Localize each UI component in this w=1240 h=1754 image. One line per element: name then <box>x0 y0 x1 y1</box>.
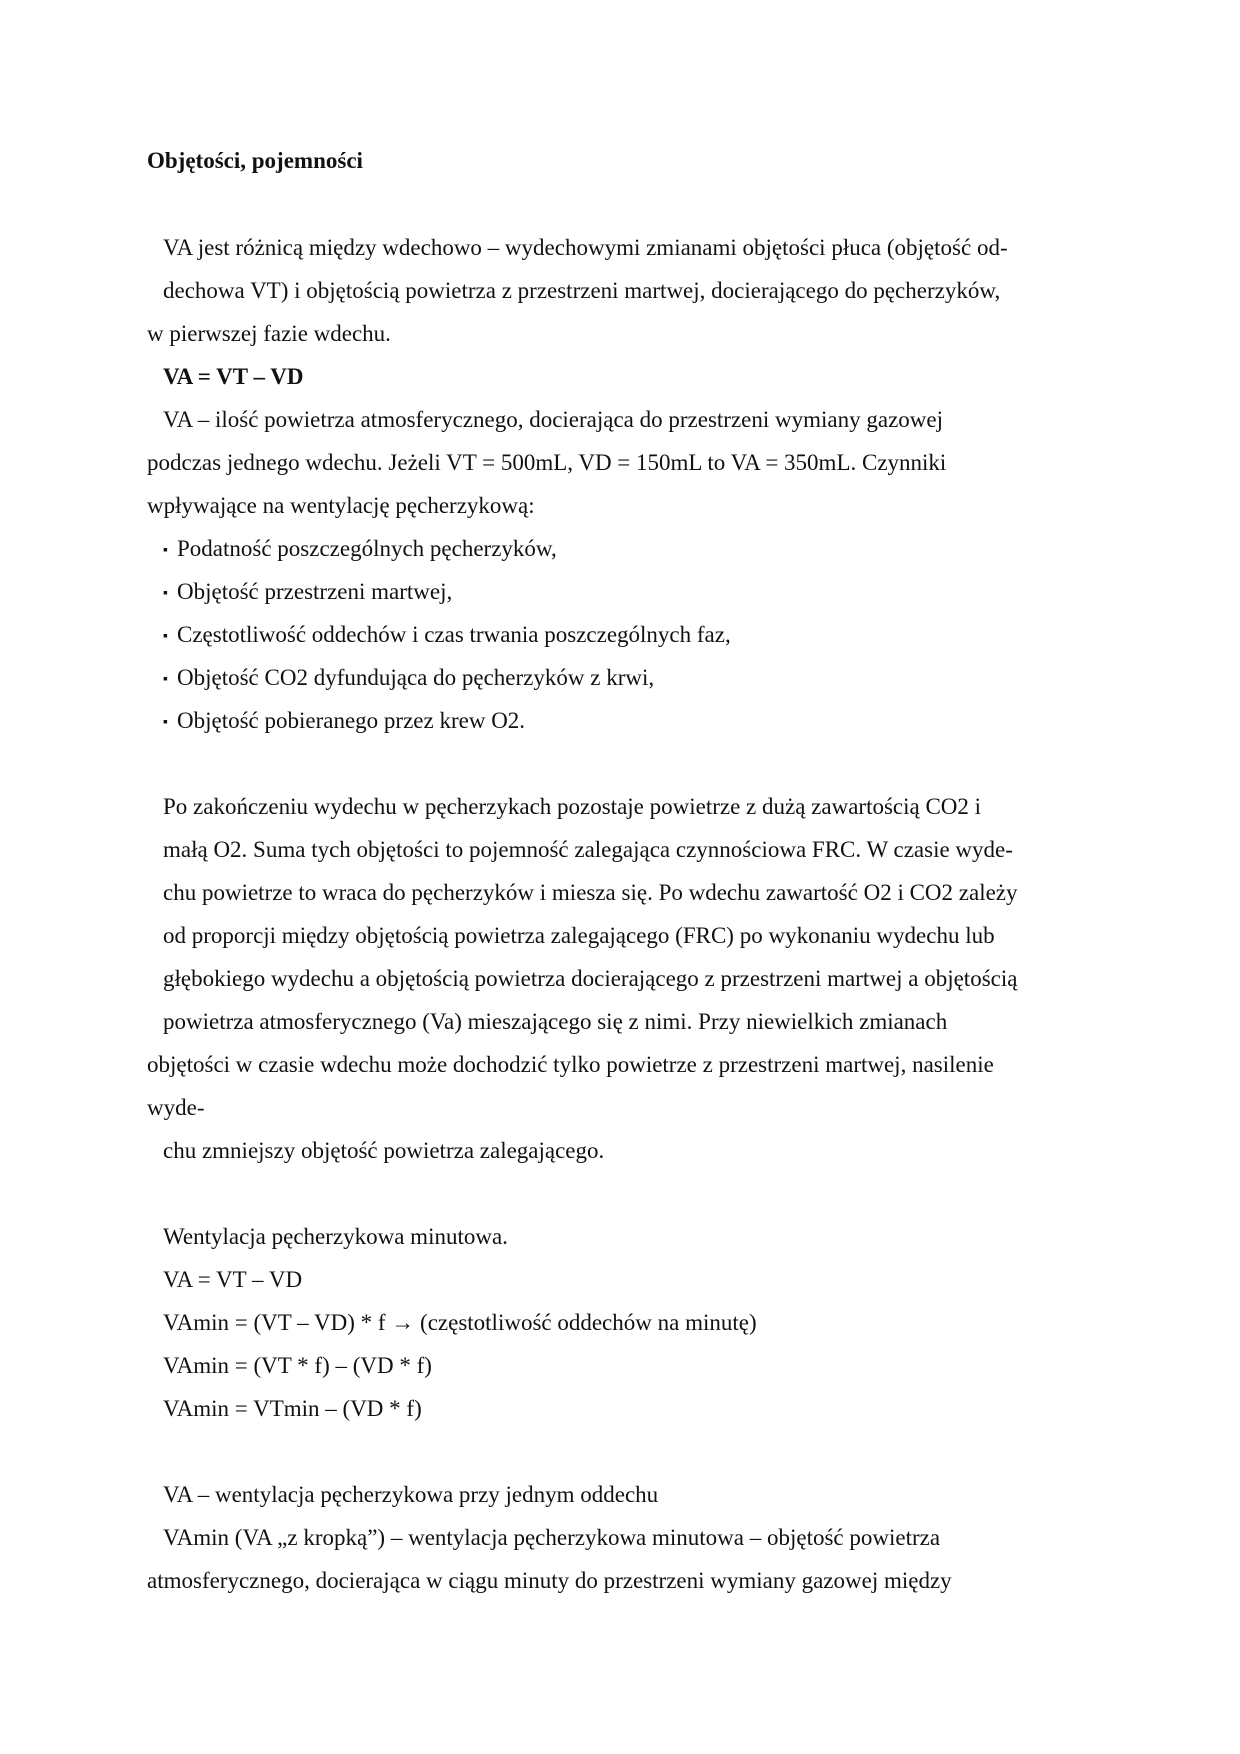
paragraph-line: podczas jednego wdechu. Jeżeli VT = 500mL, VD = 150mL to VA = 350mL. Czynniki <box>147 450 947 475</box>
list-item <box>163 620 731 652</box>
definition-line: VA – wentylacja pęcherzykowa przy jednym oddechu <box>163 1482 659 1507</box>
formula-line: VAmin = (VT – VD) * f → (częstotliwość oddechów na minutę) <box>163 1310 757 1335</box>
paragraph-line: objętości w czasie wdechu może dochodzić tylko powietrze z przestrzeni martwej, nasilenie <box>147 1052 994 1077</box>
paragraph-line: w pierwszej fazie wdechu. <box>147 321 391 346</box>
paragraph-line: chu powietrze to wraca do pęcherzyków i miesza się. Po wdechu zawartość O2 i CO2 zależy <box>163 880 1018 905</box>
paragraph-line: wpływające na wentylację pęcherzykową: <box>147 493 535 518</box>
paragraph-line: dechowa VT) i objętością powietrza z przestrzeni martwej, docierającego do pęcherzyków, <box>163 278 1001 303</box>
definition-line: atmosferycznego, docierająca w ciągu minuty do przestrzeni wymiany gazowej między <box>147 1568 952 1593</box>
section-heading: Wentylacja pęcherzykowa minutowa. <box>163 1224 508 1249</box>
formula-line: VAmin = (VT * f) – (VD * f) <box>163 1353 432 1378</box>
list-item-text: Objętość pobieranego przez krew O2. <box>177 708 526 733</box>
paragraph-line: VA – ilość powietrza atmosferycznego, docierająca do przestrzeni wymiany gazowej <box>163 407 943 432</box>
paragraph-line: głębokiego wydechu a objętością powietrza docierającego z przestrzeni martwej a objętością <box>163 966 1018 991</box>
paragraph-line: chu zmniejszy objętość powietrza zalegającego. <box>163 1138 605 1163</box>
list-item <box>163 577 452 609</box>
paragraph-line: powietrza atmosferycznego (Va) mieszającego się z nimi. Przy niewielkich zmianach <box>163 1009 948 1034</box>
paragraph-line: od proporcji między objętością powietrza zalegającego (FRC) po wykonaniu wydechu lub <box>163 923 995 948</box>
list-item <box>163 534 557 566</box>
formula-line: VAmin = VTmin – (VD * f) <box>163 1396 422 1421</box>
list-item-text: Objętość CO2 dyfundująca do pęcherzyków z krwi, <box>177 665 655 690</box>
list-item-text: Częstotliwość oddechów i czas trwania poszczególnych faz, <box>177 622 731 647</box>
formula-va: VA = VT – VD <box>163 364 304 389</box>
paragraph-line: wyde- <box>147 1095 205 1120</box>
list-item <box>163 663 654 695</box>
list-item <box>163 706 525 738</box>
paragraph-line: małą O2. Suma tych objętości to pojemność zalegająca czynnościowa FRC. W czasie wyde- <box>163 837 1013 862</box>
definition-line: VAmin (VA „z kropką”) – wentylacja pęcherzykowa minutowa – objętość powietrza <box>163 1525 941 1550</box>
paragraph-line: VA jest różnicą między wdechowo – wydechowymi zmianami objętości płuca (objętość od- <box>163 235 1008 260</box>
list-item-text: Podatność poszczególnych pęcherzyków, <box>177 536 557 561</box>
paragraph-line: Po zakończeniu wydechu w pęcherzykach pozostaje powietrze z dużą zawartością CO2 i <box>163 794 982 819</box>
page-title: Objętości, pojemności <box>147 148 363 173</box>
list-item-text: Objętość przestrzeni martwej, <box>177 579 453 604</box>
formula-line: VA = VT – VD <box>163 1267 303 1292</box>
